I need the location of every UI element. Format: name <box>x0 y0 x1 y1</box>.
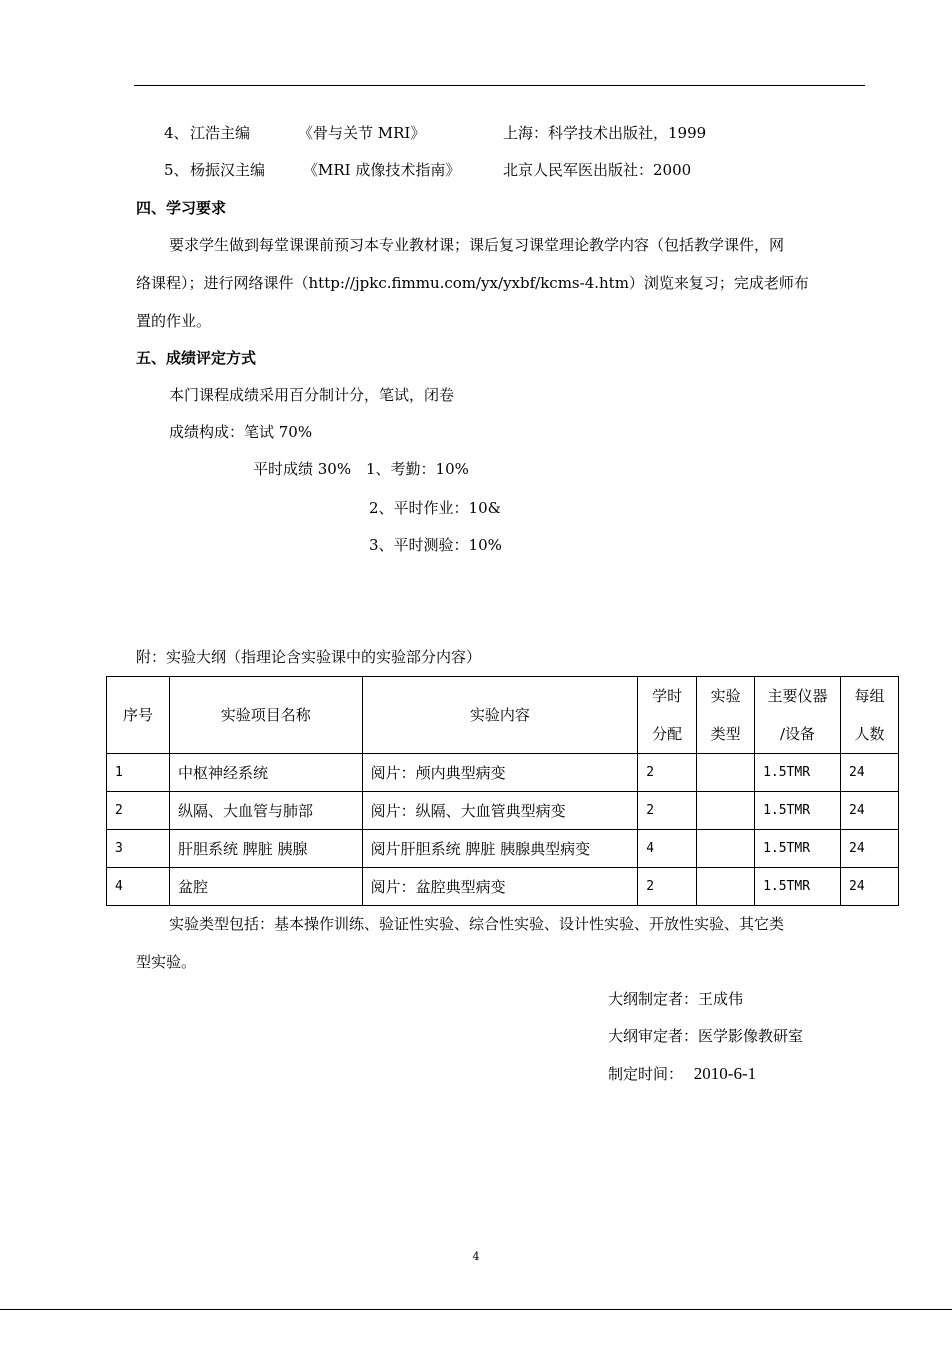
grade-item-quiz: 3、平时测验：10% <box>369 536 502 554</box>
header-group-size: 每组 人数 <box>841 677 899 754</box>
lab-type-note-line-2: 型实验。 <box>136 953 197 971</box>
lab-type-note-line-1: 实验类型包括：基本操作训练、验证性实验、综合性实验、设计性实验、开放性实验、其它类 <box>169 915 785 933</box>
grade-composition-text: 成绩构成：笔试 70% <box>169 423 313 441</box>
header-project-name: 实验项目名称 <box>169 677 362 754</box>
cell-group-size: 24 <box>841 792 899 830</box>
header-equipment: 主要仪器 /设备 <box>755 677 841 754</box>
cell-serial: 4 <box>107 868 170 906</box>
cell-serial: 3 <box>107 830 170 868</box>
table-row <box>107 830 899 868</box>
section-4-heading: 四、学习要求 <box>136 199 227 217</box>
cell-serial: 2 <box>107 792 170 830</box>
cell-project-name: 肝胆系统 脾脏 胰腺 <box>169 830 362 868</box>
cell-equipment: 1.5TMR <box>755 868 841 906</box>
cell-hours: 2 <box>638 868 697 906</box>
section-4-paragraph-line-2: 络课程）；进行网络课件（http://jpkc.fimmu.com/yx/yxbf/kcms-4.htm）浏览来复习；完成老师布 <box>136 274 809 292</box>
header-hours: 学时 分配 <box>638 677 697 754</box>
syllabus-date-label: 制定时间： <box>608 1065 684 1083</box>
cell-content: 阅片：盆腔典型病变 <box>362 868 638 906</box>
appendix-caption: 附：实验大纲（指理论含实验课中的实验部分内容） <box>136 648 482 666</box>
reference-4-author: 江浩主编 <box>190 124 251 142</box>
reference-5-title: 《MRI 成像技术指南》 <box>303 161 461 179</box>
header-content: 实验内容 <box>362 677 638 754</box>
cell-hours: 4 <box>638 830 697 868</box>
header-lab-type: 实验 类型 <box>697 677 755 754</box>
reference-5-number: 5、 <box>164 161 189 179</box>
cell-content: 阅片：纵隔、大血管典型病变 <box>362 792 638 830</box>
reference-4-publisher: 上海：科学技术出版社，1999 <box>503 124 707 142</box>
reference-4-title: 《骨与关节 MRI》 <box>298 124 426 142</box>
page-number: 4 <box>472 1250 480 1263</box>
section-4-paragraph-line-3: 置的作业。 <box>136 312 212 330</box>
lab-syllabus-table <box>106 676 899 906</box>
table-row <box>107 754 899 792</box>
cell-project-name: 纵隔、大血管与肺部 <box>169 792 362 830</box>
cell-equipment: 1.5TMR <box>755 792 841 830</box>
table-header-row <box>107 677 899 754</box>
cell-serial: 1 <box>107 754 170 792</box>
syllabus-date <box>608 1064 756 1084</box>
cell-project-name: 中枢神经系统 <box>169 754 362 792</box>
cell-lab-type <box>697 754 755 792</box>
section-4-paragraph-line-1: 要求学生做到每堂课课前预习本专业教材课；课后复习课堂理论教学内容（包括教学课件，网 <box>169 236 785 254</box>
header-serial: 序号 <box>107 677 170 754</box>
reference-5-author: 杨振汉主编 <box>190 161 266 179</box>
cell-lab-type <box>697 792 755 830</box>
cell-group-size: 24 <box>841 868 899 906</box>
cell-hours: 2 <box>638 754 697 792</box>
reference-4-number: 4、 <box>164 124 189 142</box>
section-5-heading: 五、成绩评定方式 <box>136 349 257 367</box>
cell-lab-type <box>697 868 755 906</box>
syllabus-author: 大纲制定者：王成伟 <box>608 990 744 1008</box>
cell-group-size: 24 <box>841 754 899 792</box>
reference-5-publisher: 北京人民军医出版社：2000 <box>503 161 692 179</box>
regular-grade-label: 平时成绩 30% <box>253 460 352 478</box>
cell-project-name: 盆腔 <box>169 868 362 906</box>
cell-content: 阅片肝胆系统 脾脏 胰腺典型病变 <box>362 830 638 868</box>
syllabus-reviewer: 大纲审定者：医学影像教研室 <box>608 1027 804 1045</box>
syllabus-date-value: 2010-6-1 <box>693 1064 757 1083</box>
footer-rule <box>0 1309 952 1310</box>
table-row <box>107 792 899 830</box>
table-row <box>107 868 899 906</box>
grade-item-homework: 2、平时作业：10& <box>369 499 501 517</box>
header-rule <box>134 85 865 86</box>
cell-equipment: 1.5TMR <box>755 754 841 792</box>
cell-equipment: 1.5TMR <box>755 830 841 868</box>
cell-lab-type <box>697 830 755 868</box>
cell-group-size: 24 <box>841 830 899 868</box>
grade-item-attendance: 1、考勤：10% <box>366 460 469 478</box>
grading-method-text: 本门课程成绩采用百分制计分，笔试，闭卷 <box>169 386 455 404</box>
cell-hours: 2 <box>638 792 697 830</box>
cell-content: 阅片：颅内典型病变 <box>362 754 638 792</box>
